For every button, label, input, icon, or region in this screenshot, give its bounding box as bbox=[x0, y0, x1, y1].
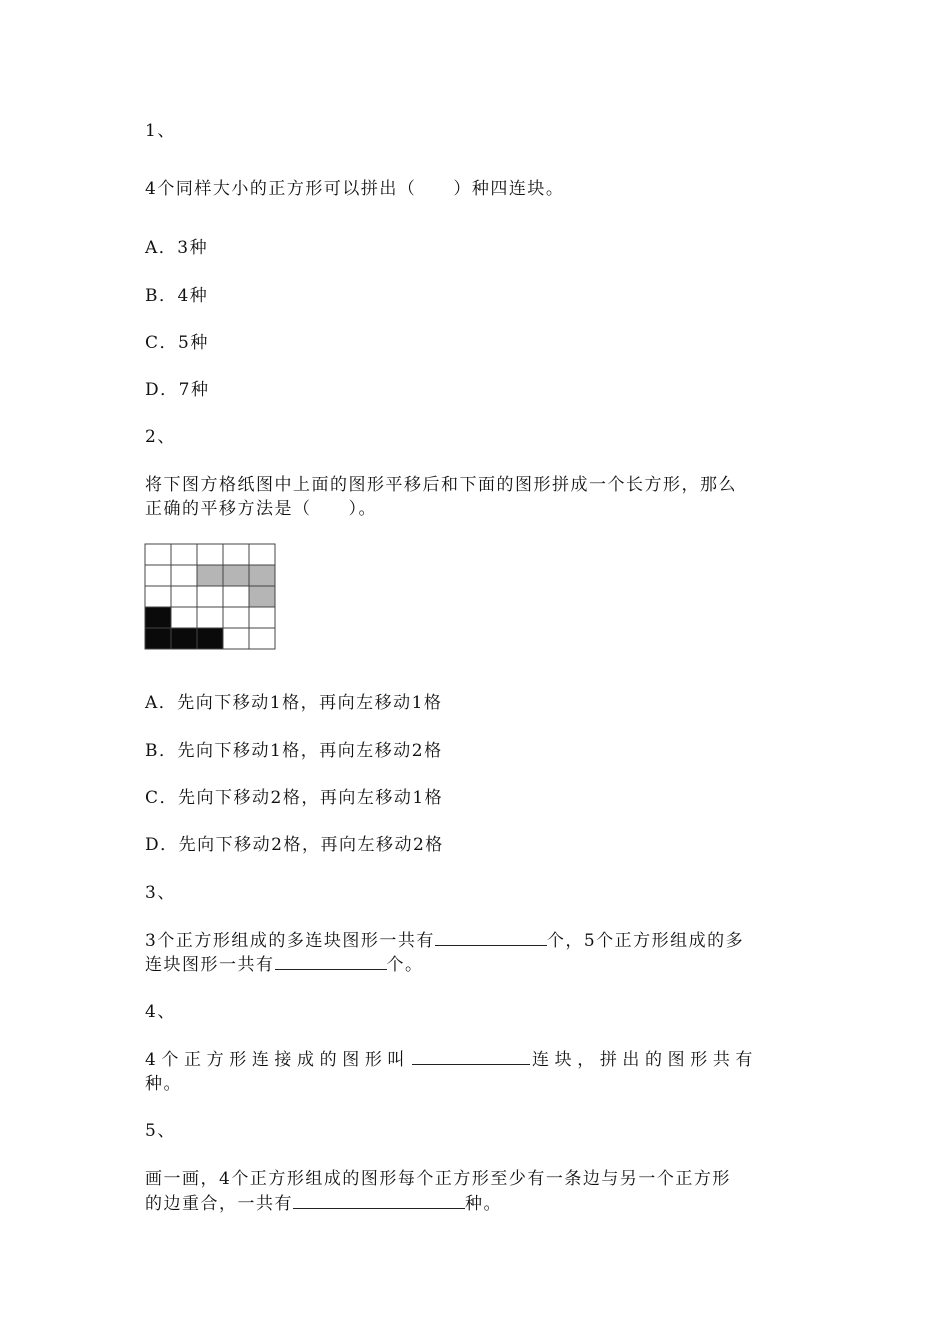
grid-cell-gray bbox=[249, 586, 275, 607]
grid-cell-gray bbox=[197, 565, 223, 586]
question-1-option-c[interactable]: C．5种 bbox=[145, 333, 209, 353]
question-3-number: 3、 bbox=[145, 883, 176, 903]
question-2-option-a[interactable]: A．先向下移动1格，再向左移动1格 bbox=[145, 693, 443, 713]
grid-cell-gray bbox=[223, 565, 249, 586]
question-5-text-b: 种。 bbox=[465, 1194, 502, 1214]
question-3-text-c: 连块图形一共有 bbox=[145, 955, 275, 975]
grid-cell bbox=[171, 544, 197, 565]
question-2-option-b[interactable]: B．先向下移动1格，再向左移动2格 bbox=[145, 741, 443, 761]
question-3-line2 bbox=[145, 953, 424, 976]
grid-cell-black bbox=[145, 628, 171, 649]
grid-cell bbox=[145, 544, 171, 565]
question-3-text-b: 个，5个正方形组成的多 bbox=[546, 931, 745, 951]
question-1-number: 1、 bbox=[145, 121, 176, 141]
question-5-number: 5、 bbox=[145, 1121, 176, 1141]
question-3-text-d: 个。 bbox=[386, 955, 424, 975]
question-1-option-d[interactable]: D．7种 bbox=[145, 380, 210, 400]
answer-blank-3b[interactable] bbox=[275, 953, 387, 970]
question-5-text-a: 的边重合，一共有 bbox=[145, 1194, 293, 1214]
grid-figure-svg bbox=[144, 543, 277, 650]
grid-cell bbox=[249, 628, 275, 649]
question-2-stem-line2: 正确的平移方法是（ ）。 bbox=[145, 499, 377, 519]
question-2-stem-line1: 将下图方格纸图中上面的图形平移后和下面的图形拼成一个长方形，那么 bbox=[145, 475, 737, 495]
question-4-line1 bbox=[145, 1048, 758, 1071]
grid-cell bbox=[171, 586, 197, 607]
question-5-line1: 画一画，4个正方形组成的图形每个正方形至少有一条边与另一个正方形 bbox=[145, 1169, 731, 1189]
question-3-text-a: 3个正方形组成的多连块图形一共有 bbox=[145, 931, 435, 951]
grid-figure bbox=[144, 543, 277, 650]
grid-cell-black bbox=[145, 607, 171, 628]
grid-cell-gray bbox=[249, 565, 275, 586]
grid-cell bbox=[197, 586, 223, 607]
grid-cell bbox=[223, 628, 249, 649]
question-4-text-b: 连块，拼出的图形共有 bbox=[532, 1050, 759, 1070]
grid-cell bbox=[145, 586, 171, 607]
question-1-stem: 4个同样大小的正方形可以拼出（ ）种四连块。 bbox=[145, 179, 565, 199]
grid-cell bbox=[249, 544, 275, 565]
grid-cell bbox=[249, 607, 275, 628]
question-5-line2 bbox=[145, 1192, 502, 1215]
grid-cell bbox=[171, 607, 197, 628]
question-4-line2: 种。 bbox=[145, 1074, 182, 1094]
question-2-option-c[interactable]: C．先向下移动2格，再向左移动1格 bbox=[145, 788, 444, 808]
question-2-option-d[interactable]: D．先向下移动2格，再向左移动2格 bbox=[145, 835, 444, 855]
question-2-number: 2、 bbox=[145, 427, 176, 447]
question-4-number: 4、 bbox=[145, 1002, 176, 1022]
grid-cell bbox=[223, 586, 249, 607]
question-1-option-b[interactable]: B．4种 bbox=[145, 286, 209, 306]
question-1-option-a[interactable]: A．3种 bbox=[145, 238, 209, 258]
answer-blank-4[interactable] bbox=[412, 1048, 530, 1065]
answer-blank-5[interactable] bbox=[293, 1192, 465, 1209]
grid-cell-black bbox=[197, 628, 223, 649]
grid-cell bbox=[197, 544, 223, 565]
grid-cell bbox=[197, 607, 223, 628]
grid-cell-black bbox=[171, 628, 197, 649]
grid-cell bbox=[145, 565, 171, 586]
question-3-line1 bbox=[145, 929, 744, 952]
grid-cell bbox=[171, 565, 197, 586]
grid-cell bbox=[223, 607, 249, 628]
answer-blank-3a[interactable] bbox=[435, 929, 547, 946]
question-4-text-a: 4个正方形连接成的图形叫 bbox=[145, 1050, 411, 1070]
grid-cell bbox=[223, 544, 249, 565]
